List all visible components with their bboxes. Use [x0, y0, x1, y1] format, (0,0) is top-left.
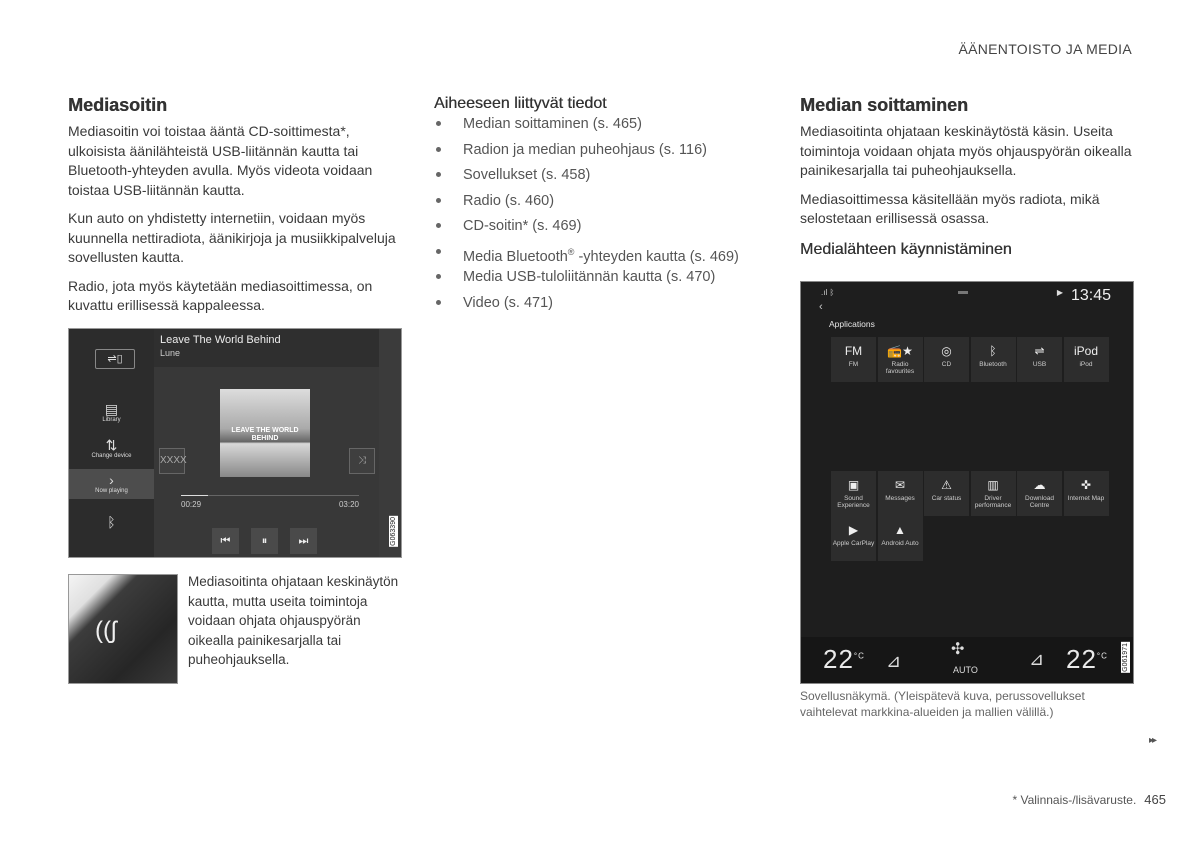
app-icon: ⇌ [1034, 344, 1045, 358]
app-label: Internet Map [1067, 495, 1105, 502]
app-icon: ▣ [847, 478, 860, 492]
temp-unit-left: °C [853, 651, 865, 661]
clock: 13:45 [1070, 287, 1111, 304]
app-label: Download Centre [1025, 495, 1054, 509]
wheel-caption: Mediasoitinta ohjataan keskinäytön kautta, mutta useita toimintoja voidaan ohjata ohjauspyörän oikealla painikesarjalla tai puheohjauksella. [188, 574, 399, 667]
change-device-item [69, 437, 154, 459]
app-tile[interactable] [924, 471, 969, 516]
seat-right-icon: ⊿ [1029, 649, 1045, 669]
album-art [220, 389, 310, 477]
paragraph-3: Radio, jota myös käytetään mediasoittimessa, on kuvattu erillisessä kappaleessa. [68, 277, 373, 313]
app-tile[interactable] [878, 516, 923, 561]
app-icon: FM [844, 344, 863, 358]
footnote: * Valinnais-/lisävaruste. [1012, 793, 1137, 807]
seat-left-icon: ⊿ [886, 651, 902, 671]
figure-caption: Sovellusnäkymä. (Yleispätevä kuva, perussovellukset vaihtelevat markkina-alueiden ja mallien välillä.) [800, 689, 1085, 719]
section-heading-mediasoitin: Mediasoitin [68, 95, 168, 115]
player-main [154, 329, 379, 557]
library-item [69, 401, 154, 423]
app-tile[interactable] [1064, 471, 1109, 516]
related-link-rest: -yhteyden kautta (s. 469) [574, 248, 739, 265]
app-tile[interactable] [831, 516, 876, 561]
back-icon: ‹ [819, 301, 823, 313]
bluetooth-icon: ᛒ [107, 514, 116, 530]
change-device-label: Change device [91, 453, 132, 459]
related-list [434, 115, 774, 319]
total-time: 03:20 [338, 500, 359, 509]
related-link[interactable] [434, 243, 774, 269]
app-tile[interactable] [878, 471, 923, 516]
auto-label: AUTO [953, 665, 978, 675]
app-label: Driver performance [974, 495, 1012, 509]
elapsed-time: 00:29 [181, 500, 202, 509]
previous-icon: ⏮ [212, 528, 239, 554]
app-label: Radio favourites [885, 361, 915, 375]
progress-bar [181, 495, 359, 496]
app-label: Sound Experience [837, 495, 870, 509]
track-header [154, 329, 379, 367]
steering-wheel-photo [68, 574, 178, 684]
shuffle-icon: ⤨ [349, 448, 375, 474]
app-label: Car status [931, 495, 962, 502]
media-player-screenshot [68, 328, 402, 558]
app-tile[interactable] [924, 337, 969, 382]
registered-mark: ® [567, 246, 575, 257]
player-sidebar [69, 329, 154, 557]
fan-icon: ✣ [951, 641, 965, 658]
climate-bar [801, 637, 1133, 683]
paragraph-2: Kun auto on yhdistetty internetiin, voidaan myös kuunnella nettiradiota, äänikirjoja ja musiikkipalveluja sovellusten kautta. [68, 210, 396, 265]
app-label: Messages [885, 495, 915, 502]
app-icon: ⚠ [941, 478, 952, 492]
app-icon: ☁ [1033, 478, 1046, 492]
signal-icon: .ıl ᛒ [821, 288, 835, 297]
app-icon: ✜ [1080, 478, 1092, 492]
usb-source-icon: ⇌▯ [95, 349, 135, 369]
figure-code: G061971 [1122, 643, 1129, 672]
paragraph-1: Mediasoitinta ohjataan keskinäytöstä käsin. Useita toimintoja voidaan ohjata myös ohjauspyörän oikealla painikesarjalla tai puheohjauksella. [800, 123, 1132, 178]
app-icon: ▥ [987, 478, 999, 492]
app-tile[interactable] [971, 337, 1016, 382]
page-number: 465 [1144, 792, 1166, 807]
temp-left-value: 22 [823, 644, 854, 674]
voice-control-icon: ((ʃ [95, 617, 117, 644]
center-display-screenshot [800, 281, 1134, 684]
app-tile[interactable] [831, 471, 876, 516]
temp-left [823, 644, 865, 675]
play-status-icon: ▶ [1056, 288, 1063, 297]
temp-unit-right: °C [1096, 651, 1108, 661]
paragraph-2: Mediasoittimessa käsitellään myös radiota, mikä selostetaan erillisessä osassa. [800, 190, 1100, 226]
app-tile[interactable] [1064, 337, 1109, 382]
figure-code: G063390 [390, 517, 397, 546]
related-link[interactable]: Radio (s. 460) [434, 192, 774, 218]
subheading-start-source: Medialähteen käynnistäminen [800, 240, 1012, 258]
applications-label: Applications [829, 319, 875, 329]
continue-arrows-icon: ▸▸ [1149, 735, 1156, 746]
app-icon: 📻★ [887, 344, 913, 358]
library-label: Library [102, 417, 121, 423]
page-footer [1012, 792, 1166, 807]
related-link[interactable]: CD-soitin* (s. 469) [434, 217, 774, 243]
app-label: Apple CarPlay [832, 540, 875, 547]
pause-icon: ⏸ [251, 528, 278, 554]
app-icon: ᛒ [989, 344, 997, 358]
related-link-text: Media Bluetooth [463, 248, 568, 265]
xxxx-button: XXXX [159, 448, 185, 474]
app-label: iPod [1079, 361, 1093, 368]
status-bar [801, 282, 1133, 313]
app-label: Android Auto [881, 540, 919, 547]
now-playing-item [69, 469, 154, 499]
section-heading-playing: Median soittaminen [800, 95, 969, 115]
related-link[interactable]: Median soittaminen (s. 465) [434, 115, 774, 141]
related-heading: Aiheeseen liittyvät tiedot [434, 95, 607, 112]
bluetooth-item [69, 514, 154, 530]
chevron-right-icon: › [109, 472, 114, 488]
app-label: USB [1032, 361, 1047, 368]
app-label: Bluetooth [979, 361, 1007, 368]
now-playing-label: Now playing [95, 488, 128, 494]
app-label: CD [941, 361, 952, 368]
app-tile[interactable] [831, 337, 876, 382]
app-icon: ◎ [941, 344, 952, 358]
library-icon: ▤ [104, 401, 119, 417]
paragraph-1: Mediasoitin voi toistaa ääntä CD-soittimesta*, ulkoisista äänilähteistä USB-liitännän kautta tai Bluetooth-yhteyden avulla. Myös videota voidaan toistaa USB-liitännän kautta. [68, 123, 373, 198]
related-link[interactable]: Radion ja median puheohjaus (s. 116) [434, 141, 774, 167]
column-mediasoitin [68, 95, 403, 325]
change-device-icon: ⇅ [105, 437, 118, 453]
running-header: ÄÄNENTOISTO JA MEDIA [958, 41, 1132, 57]
column-related [434, 95, 774, 319]
progress-fill [181, 495, 208, 496]
column-playing [800, 95, 1135, 261]
app-tile[interactable] [878, 337, 923, 382]
app-tile[interactable] [1017, 471, 1062, 516]
related-link[interactable]: Media USB-tuloliitännän kautta (s. 470) [434, 268, 774, 294]
app-tile[interactable] [971, 471, 1016, 516]
album-art-text: LEAVE THE WORLD BEHIND [231, 427, 299, 442]
app-icon: ▶ [848, 523, 859, 537]
related-link[interactable]: Video (s. 471) [434, 294, 774, 320]
app-tile[interactable] [1017, 337, 1062, 382]
track-artist: Lune [160, 348, 181, 358]
app-icon: ✉ [894, 478, 906, 492]
app-icon: ▲ [894, 523, 906, 537]
app-icon: iPod [1073, 344, 1099, 358]
app-label: FM [848, 361, 859, 368]
pull-down-handle-icon: ▬ [958, 286, 968, 297]
track-title: Leave The World Behind [160, 334, 281, 346]
temp-right [1066, 644, 1108, 675]
related-link[interactable]: Sovellukset (s. 458) [434, 166, 774, 192]
next-icon: ⏭ [290, 528, 317, 554]
temp-right-value: 22 [1066, 644, 1097, 674]
